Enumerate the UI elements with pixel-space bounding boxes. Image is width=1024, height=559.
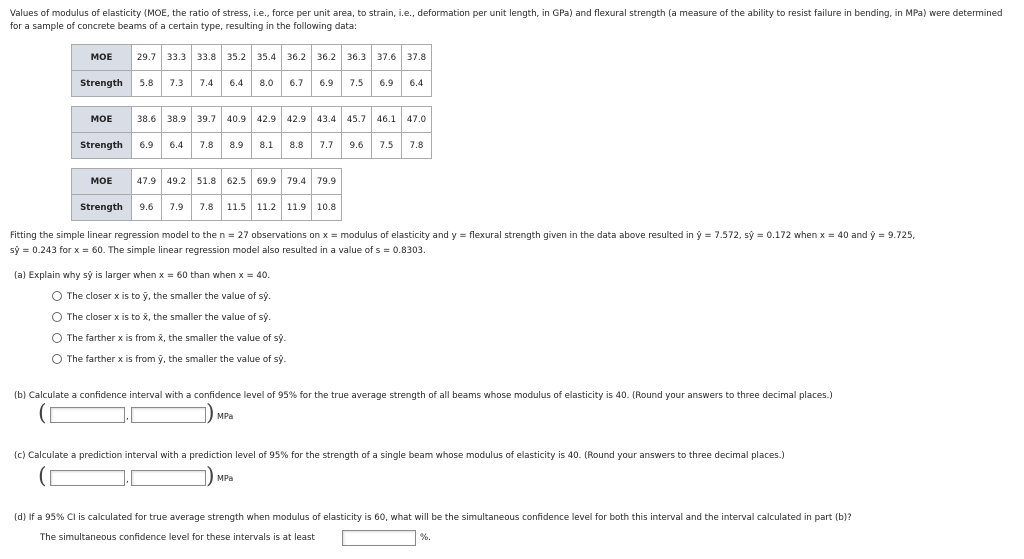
part-b-question: (b) Calculate a confidence interval with a confidence level of 95% for the true average strength of all beams whose modulus of elasticity is 40. (Round your answers to three decimal places.) (14, 391, 833, 401)
part-b-unit: MPa (217, 412, 234, 421)
part-c-lower-input[interactable] (50, 470, 125, 486)
table-cell: 40.9 (222, 107, 252, 133)
table-cell: 5.8 (132, 71, 162, 97)
table-cell: 51.8 (192, 169, 222, 195)
part-b-upper-input[interactable] (131, 407, 206, 423)
option-label: The farther x is from ȳ, the smaller the value of sŷ. (67, 355, 287, 365)
part-d-input[interactable] (342, 530, 416, 546)
table-cell: 39.7 (192, 107, 222, 133)
table-cell: 7.9 (162, 195, 192, 221)
table-cell: 79.4 (282, 169, 312, 195)
table-cell: 9.6 (342, 133, 372, 159)
close-paren: ) (206, 464, 215, 489)
part-c-question: (c) Calculate a prediction interval with a prediction level of 95% for the strength of a single beam whose modulus of elasticity is 40. (Round your answers to three decimal places.) (14, 451, 785, 461)
table-cell: 47.9 (132, 169, 162, 195)
part-d-unit: %. (420, 533, 431, 543)
table-cell: 7.8 (402, 133, 432, 159)
table-cell: 37.8 (402, 45, 432, 71)
regression-summary-line-1: Fitting the simple linear regression model to the n = 27 observations on x = modulus of elasticity and y = flexural strength given in the data above resulted in ŷ = 7.572, sŷ = 0.172 when x = 40 and ŷ = 9.725, (10, 231, 916, 241)
option-label: The closer x is to ȳ, the smaller the value of sŷ. (67, 292, 272, 302)
row-header: Strength (72, 195, 132, 221)
table-cell: 7.3 (162, 71, 192, 97)
table-cell: 36.2 (312, 45, 342, 71)
table-cell: 6.7 (282, 71, 312, 97)
data-table-3 (71, 168, 342, 221)
table-cell: 79.9 (312, 169, 342, 195)
table-cell: 37.6 (372, 45, 402, 71)
problem-intro: Values of modulus of elasticity (MOE, the ratio of stress, i.e., force per unit area, to strain, i.e., deformation per unit length, in GPa) and flexural strength (a measure of the ability to resist failure in bending, in MPa) were determined for a sample of concrete beams of a certain type, resulting in the following data: (10, 9, 1003, 32)
table-cell: 6.4 (222, 71, 252, 97)
table-cell: 7.8 (192, 195, 222, 221)
row-header: Strength (72, 71, 132, 97)
moe-row (72, 169, 342, 195)
open-paren: ( (38, 401, 47, 426)
part-a-option-3[interactable] (52, 333, 286, 345)
data-table-1 (71, 44, 432, 97)
part-a-option-2[interactable] (52, 312, 271, 324)
table-cell: 43.4 (312, 107, 342, 133)
table-cell: 8.0 (252, 71, 282, 97)
radio-button[interactable] (52, 333, 62, 343)
table-cell: 6.4 (402, 71, 432, 97)
part-b-lower-input[interactable] (50, 407, 125, 423)
table-cell: 47.0 (402, 107, 432, 133)
table-cell: 62.5 (222, 169, 252, 195)
table-cell: 38.9 (162, 107, 192, 133)
table-cell: 7.5 (342, 71, 372, 97)
table-cell: 11.5 (222, 195, 252, 221)
part-d-question: (d) If a 95% CI is calculated for true average strength when modulus of elasticity is 60, what will be the simultaneous confidence level for both this interval and the interval calculated in part (b)? (14, 513, 852, 523)
table-cell: 45.7 (342, 107, 372, 133)
table-cell: 6.9 (372, 71, 402, 97)
regression-summary-line-2: sŷ = 0.243 for x = 60. The simple linear regression model also resulted in a value of s = 0.8303. (10, 246, 426, 256)
table-cell: 8.8 (282, 133, 312, 159)
part-c-unit: MPa (217, 474, 234, 483)
table-cell: 8.9 (222, 133, 252, 159)
strength-row (72, 133, 432, 159)
table-cell: 38.6 (132, 107, 162, 133)
table-cell: 10.8 (312, 195, 342, 221)
table-cell: 42.9 (282, 107, 312, 133)
table-cell: 42.9 (252, 107, 282, 133)
table-cell: 69.9 (252, 169, 282, 195)
part-a-option-1[interactable] (52, 291, 271, 303)
table-cell: 7.7 (312, 133, 342, 159)
comma: , (126, 412, 129, 422)
table-cell: 49.2 (162, 169, 192, 195)
option-label: The closer x is to x̄, the smaller the value of sŷ. (67, 313, 272, 323)
table-cell: 29.7 (132, 45, 162, 71)
part-d-prompt: The simultaneous confidence level for these intervals is at least (40, 533, 315, 543)
row-header: Strength (72, 133, 132, 159)
row-header: MOE (72, 45, 132, 71)
table-cell: 6.4 (162, 133, 192, 159)
moe-row (72, 45, 432, 71)
table-cell: 35.4 (252, 45, 282, 71)
strength-row (72, 195, 342, 221)
table-cell: 33.8 (192, 45, 222, 71)
table-cell: 11.2 (252, 195, 282, 221)
strength-row (72, 71, 432, 97)
table-cell: 46.1 (372, 107, 402, 133)
data-table-2 (71, 106, 432, 159)
table-cell: 6.9 (132, 133, 162, 159)
table-cell: 6.9 (312, 71, 342, 97)
table-cell: 7.5 (372, 133, 402, 159)
row-header: MOE (72, 169, 132, 195)
table-cell: 36.2 (282, 45, 312, 71)
open-paren: ( (38, 464, 47, 489)
table-cell: 35.2 (222, 45, 252, 71)
radio-button[interactable] (52, 291, 62, 301)
part-a-option-4[interactable] (52, 354, 286, 366)
part-c-upper-input[interactable] (131, 470, 206, 486)
table-cell: 7.4 (192, 71, 222, 97)
comma: , (126, 475, 129, 485)
radio-button[interactable] (52, 312, 62, 322)
table-cell: 36.3 (342, 45, 372, 71)
table-cell: 33.3 (162, 45, 192, 71)
radio-button[interactable] (52, 354, 62, 364)
moe-row (72, 107, 432, 133)
table-cell: 7.8 (192, 133, 222, 159)
close-paren: ) (206, 401, 215, 426)
table-cell: 8.1 (252, 133, 282, 159)
part-a-question: (a) Explain why sŷ is larger when x = 60 than when x = 40. (14, 271, 271, 281)
table-cell: 11.9 (282, 195, 312, 221)
regression-summary (10, 229, 915, 259)
table-cell: 9.6 (132, 195, 162, 221)
option-label: The farther x is from x̄, the smaller the value of sŷ. (67, 334, 287, 344)
row-header: MOE (72, 107, 132, 133)
